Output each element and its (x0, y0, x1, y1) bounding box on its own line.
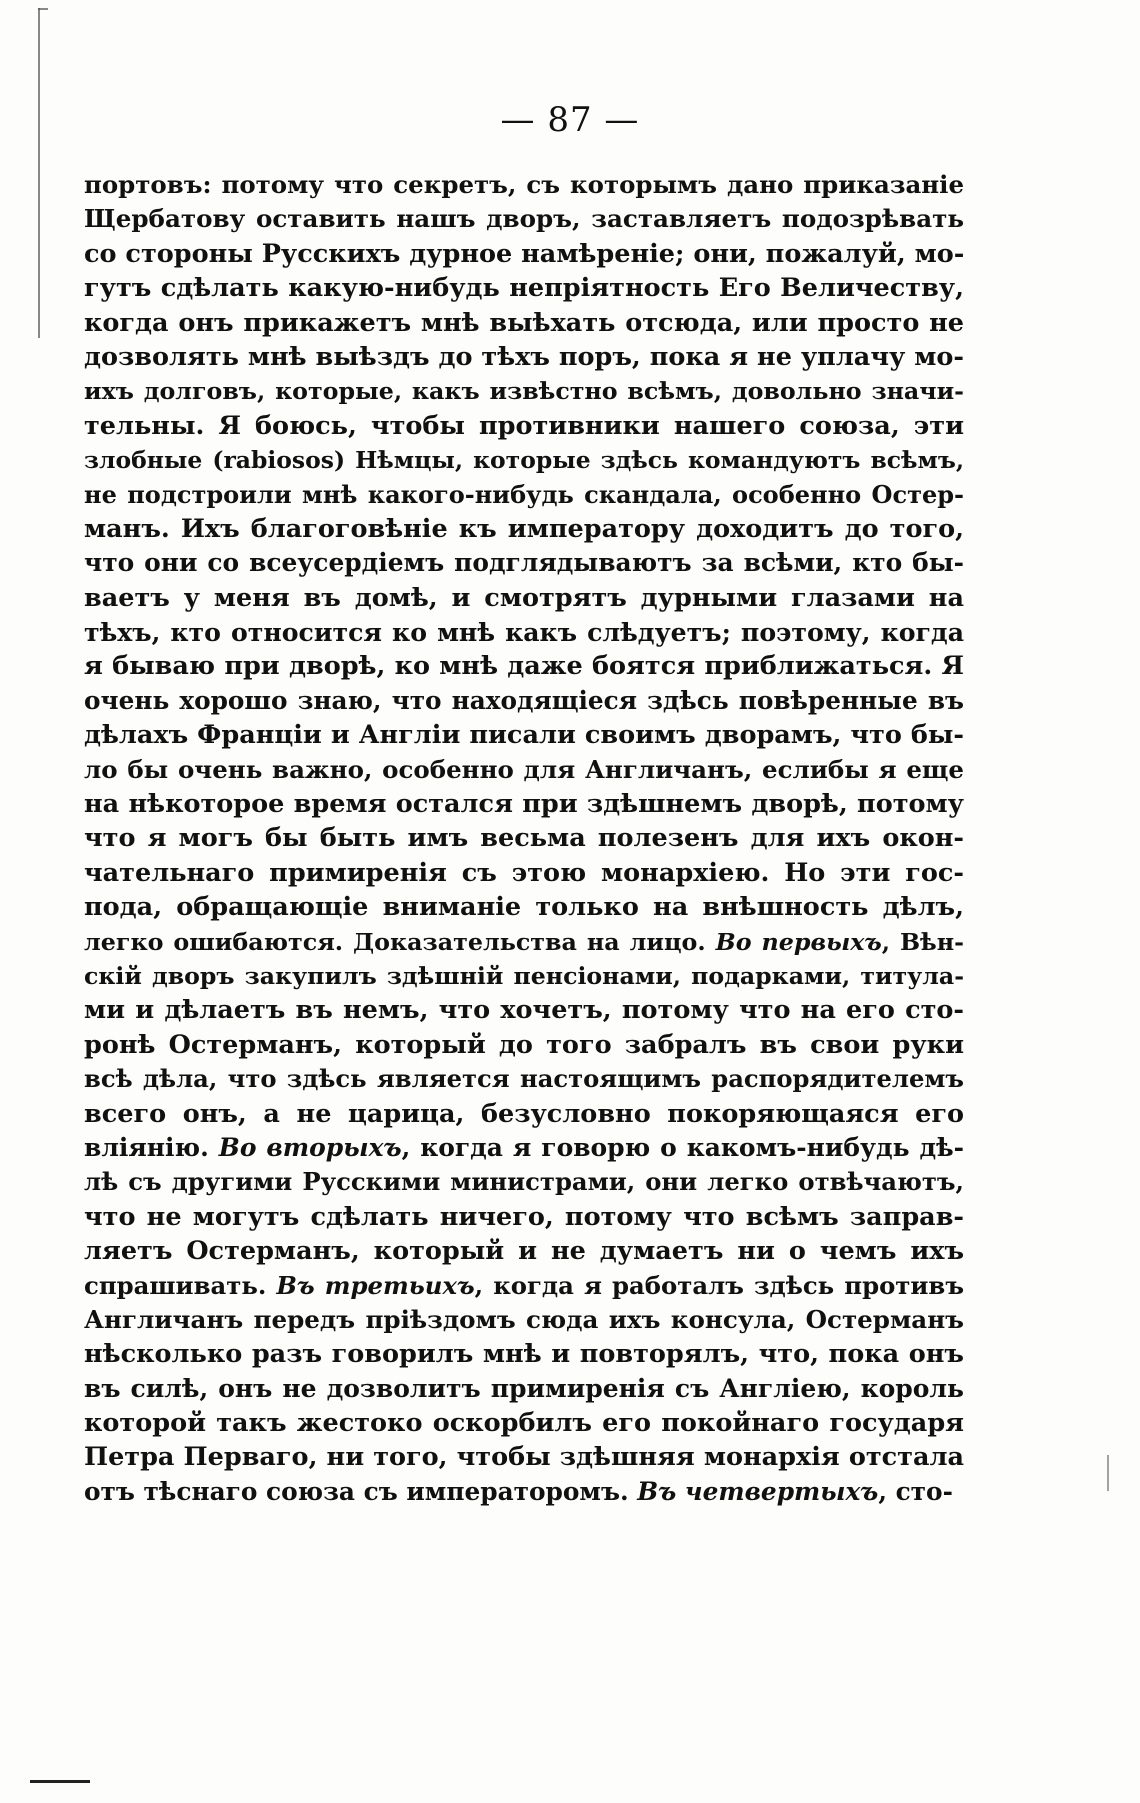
text-line (84, 237, 964, 271)
text-line (84, 409, 964, 443)
text-line-after: , сто- (878, 1476, 953, 1506)
text-line-main: когда онъ прикажетъ мнѣ выѣхать отсюда, или просто не (84, 307, 964, 338)
text-line-main: отъ тѣснаго союза съ императоромъ. (84, 1476, 629, 1506)
text-line-main: злобные (rabiosos) Нѣмцы, которые здѣсь командуютъ всѣмъ, (84, 446, 964, 475)
text-line (84, 959, 964, 993)
text-line (84, 1200, 964, 1234)
text-line (84, 1440, 964, 1474)
text-line-main: тѣхъ, кто относится ко мнѣ какъ слѣдуетъ; поэтому, когда (84, 617, 964, 648)
text-line (84, 925, 964, 959)
text-line-main: всего онъ, а не царица, безусловно покоряющаяся его (84, 1098, 964, 1129)
text-line-main: лѣ съ другими Русскими министрами, они легко отвѣчаютъ, (84, 1167, 964, 1197)
text-line-main: на нѣкоторое время остался при здѣшнемъ дворѣ, потому (84, 789, 964, 820)
text-line (84, 821, 964, 855)
text-line-italic: Во вторыхъ (218, 1132, 402, 1162)
text-line-italic: Во первыхъ (715, 927, 882, 956)
text-line (84, 993, 964, 1027)
text-line (84, 890, 964, 924)
text-line (84, 1131, 964, 1165)
text-line-after: , Вѣн- (881, 927, 965, 956)
scan-edge-line (38, 8, 40, 338)
text-line-after: , когда я говорю о какомъ-нибудь дѣ- (401, 1132, 964, 1162)
text-line (84, 546, 964, 580)
text-line-main: что они со всеусердіемъ подглядываютъ за всѣми, кто бы- (84, 548, 964, 578)
text-line (84, 1406, 964, 1440)
page-number: — 87 — (500, 100, 640, 140)
body-text (84, 168, 964, 1509)
text-line-main: Щербатову оставить нашъ дворъ, заставляетъ подозрѣвать (84, 204, 964, 234)
text-line-main: легко ошибаются. Доказательства на лицо. (84, 927, 706, 956)
text-line (84, 856, 964, 890)
text-line-main: что не могутъ сдѣлать ничего, потому что всѣмъ заправ- (84, 1201, 964, 1232)
text-line (84, 1165, 964, 1199)
text-line-after: , когда я работалъ здѣсь противъ (474, 1270, 964, 1300)
text-line-italic: Въ четвертыхъ (637, 1476, 879, 1506)
text-line-main: Англичанъ передъ пріѣздомъ сюда ихъ консула, Остерманъ (84, 1304, 964, 1334)
text-line-main: ронѣ Остерманъ, который до того забралъ въ свои руки (84, 1029, 964, 1060)
text-line (84, 1234, 964, 1268)
text-line (84, 718, 964, 752)
text-line (84, 478, 964, 512)
text-line-main: манъ. Ихъ благоговѣніе къ императору доходитъ до того, (84, 513, 964, 544)
text-line (84, 1097, 964, 1131)
text-line (84, 615, 964, 649)
text-line-main: ваетъ у меня въ домѣ, и смотрятъ дурными глазами на (84, 582, 964, 613)
text-line (84, 787, 964, 821)
text-line-main: всѣ дѣла, что здѣсь является настоящимъ распорядителемъ (84, 1064, 964, 1094)
text-line-main: которой такъ жестоко оскорбилъ его покойнаго государя (84, 1408, 964, 1439)
text-line-main: пода, обращающіе вниманіе только на внѣшность дѣлъ, (84, 892, 964, 923)
text-line (84, 374, 964, 408)
text-line-main: чательнаго примиренія съ этою монархіею. Но эти гос- (84, 857, 964, 888)
text-line (84, 1028, 964, 1062)
text-line (84, 202, 964, 236)
text-line (84, 1303, 964, 1337)
text-line (84, 340, 964, 374)
text-line (84, 1062, 964, 1096)
text-line (84, 306, 964, 340)
text-line-main: ми и дѣлаетъ въ немъ, что хочетъ, потому что на его сто- (84, 995, 964, 1026)
text-line-main: ихъ долговъ, которые, какъ извѣстно всѣмъ, довольно значи- (84, 377, 964, 406)
text-line-main: гутъ сдѣлать какую-нибудь непріятность Его Величеству, (84, 273, 964, 304)
scan-margin-mark (1107, 1455, 1109, 1491)
text-line-main: ляетъ Остерманъ, который и не думаетъ ни о чемъ ихъ (84, 1236, 964, 1267)
text-line-main: Петра Перваго, ни того, чтобы здѣшняя монархія отстала (84, 1442, 964, 1473)
text-line-main: очень хорошо знаю, что находящіеся здѣсь повѣренные въ (84, 685, 964, 715)
text-line-main: не подстроили мнѣ какого-нибудь скандала, особенно Остер- (84, 479, 964, 509)
text-line-main: вліянію. (84, 1132, 209, 1162)
text-line (84, 1337, 964, 1371)
text-line-main: я бываю при дворѣ, ко мнѣ даже боятся приближаться. Я (84, 651, 964, 682)
text-line (84, 649, 964, 683)
text-line-main: дозволять мнѣ выѣздъ до тѣхъ поръ, пока я не уплачу мо- (84, 341, 964, 372)
text-line-main: со стороны Русскихъ дурное намѣреніе; они, пожалуй, мо- (84, 238, 965, 269)
text-line-main: въ силѣ, онъ не дозволитъ примиренія съ Англіею, король (84, 1373, 964, 1403)
text-line-main: портовъ: потому что секретъ, съ которымъ дано приказаніе (84, 170, 964, 199)
text-line-main: спрашивать. (84, 1270, 267, 1300)
text-line (84, 443, 964, 477)
text-line-italic: Въ третьихъ (276, 1270, 475, 1300)
text-line-main: скій дворъ закупилъ здѣшній пенсіонами, подарками, титула- (84, 961, 964, 990)
text-line (84, 684, 964, 718)
scan-edge-tick (38, 8, 48, 10)
text-line (84, 1475, 964, 1509)
text-line-main: нѣсколько разъ говорилъ мнѣ и повторялъ, что, пока онъ (84, 1339, 964, 1370)
text-line-main: дѣлахъ Франціи и Англіи писали своимъ дворамъ, что бы- (84, 720, 964, 751)
text-line (84, 271, 964, 305)
text-line (84, 512, 964, 546)
text-line (84, 1372, 964, 1406)
text-line (84, 168, 964, 202)
text-line-main: ло бы очень важно, особенно для Англичанъ, еслибы я еще (84, 754, 964, 784)
scan-bottom-mark (30, 1780, 90, 1783)
text-line (84, 1269, 964, 1303)
text-line-main: тельны. Я боюсь, чтобы противники нашего союза, эти (84, 410, 964, 441)
text-line (84, 753, 964, 787)
text-line-main: что я могъ бы быть имъ весьма полезенъ для ихъ окон- (84, 823, 964, 854)
text-line (84, 581, 964, 615)
